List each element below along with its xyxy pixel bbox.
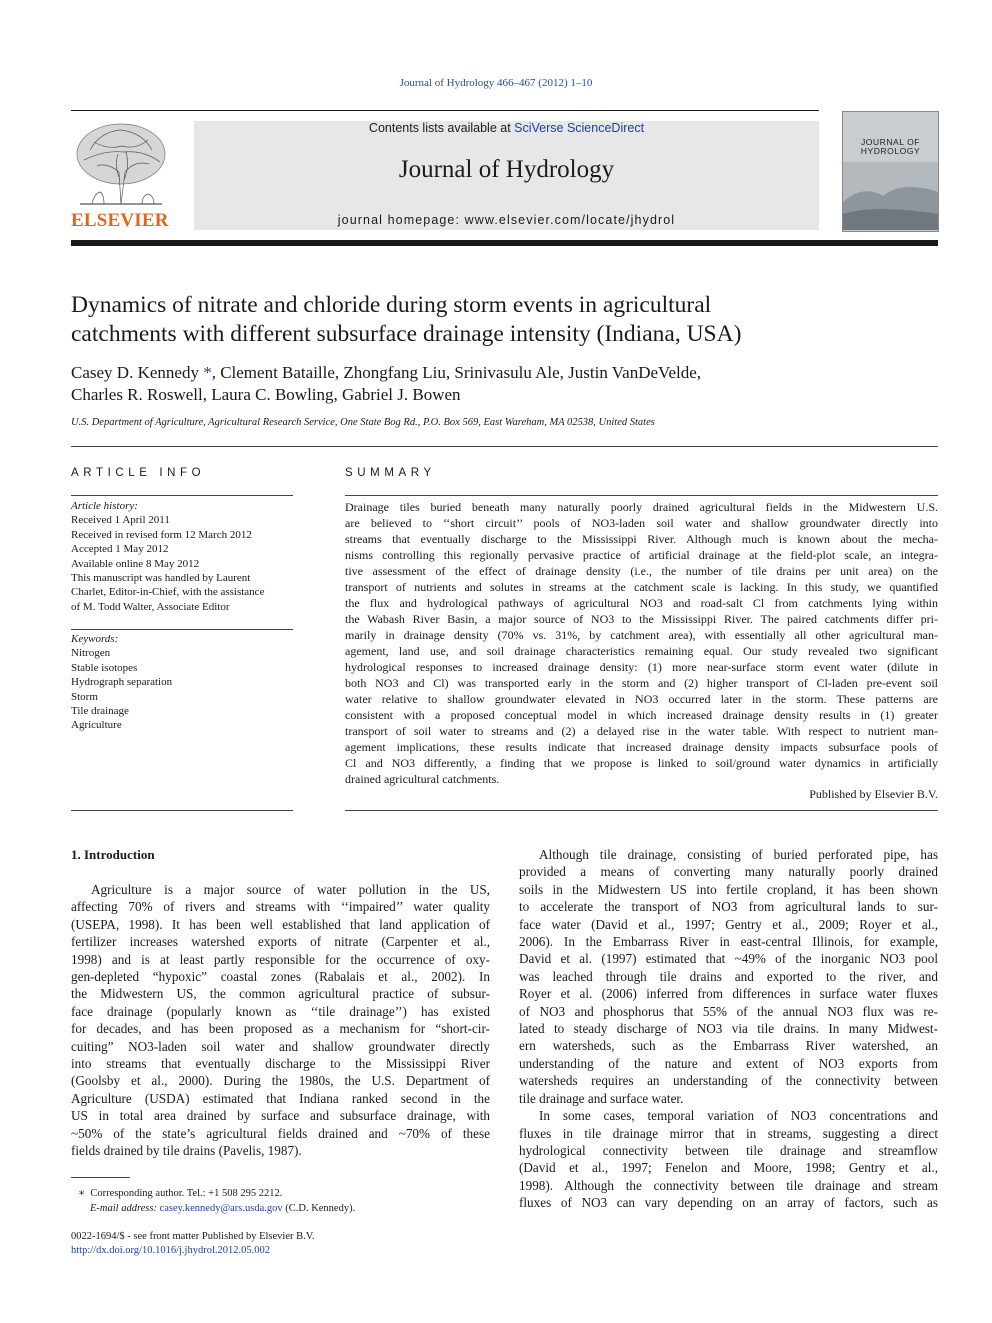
header-thick-rule <box>71 240 938 246</box>
keyword: Storm <box>71 690 98 703</box>
header-top-rule <box>71 110 819 111</box>
intro-right-column: Although tile drainage, consisting of buried perforated pipe, has provided a means of converting many naturally poorly drained soils in the Midwestern US into fertile cropland, it has been shown to accelerate the transport of NO3 from agricultural lands to sur- face water (David et al., 1997; Gentry et al., 2009; Royer et al., 2006). In the Embarrass River in east-central Illinois, for example, David et al. (1997) estimated that ~49% of the inorganic NO3 pool was leached through tile drains and exported to the river, and Royer et al. (2006) inferred from differences in surface water fluxes of NO3 and phosphorus that 55% of the annual NO3 flux was re- lated to steady discharge of NO3 via tile drains. In many Midwest- ern watersheds, such as the Embarrass River watershed, an understanding of the nature and extent of NO3 exports from watersheds requires an understanding of the connectivity between tile drainage and surface water. In some cases, temporal variation of NO3 concentrations and fluxes in tile drainage mirror that in streams, suggesting a direct hydrological connectivity between tile drainage and streamflow (David et al., 1997; Fenelon and Moore, 1998; Gentry et al., 1998). Although the connectivity between tile drainage and stream fluxes of NO3 can vary depending on an array of factors, such as <box>519 847 938 1211</box>
issn-line: 0022-1694/$ - see front matter Published by Elsevier B.V. <box>71 1231 315 1242</box>
summary-rule <box>345 495 938 496</box>
keyword: Tile drainage <box>71 705 129 718</box>
section-heading-introduction: 1. Introduction <box>71 847 155 862</box>
article-info-rule <box>71 495 293 496</box>
summary-heading: SUMMARY <box>345 467 436 479</box>
keyword: Stable isotopes <box>71 661 138 674</box>
summary-bottom-rule <box>345 810 938 811</box>
author-list: Casey D. Kennedy *, Clement Bataille, Zhongfang Liu, Srinivasulu Ale, Justin VanDeVelde, Charles R. Roswell, Laura C. Bowling, Gabriel J. Bowen <box>71 363 702 404</box>
intro-left-column: Agriculture is a major source of water pollution in the US, affecting 70% of rivers and streams with ‘‘impaired’’ water quality (USEPA, 1998). It has been well established that land application of fertilizer increases watershed exports of nitrate (Carpenter et al., 1998) and is at least partly responsible for the occurrence of oxy- gen-depleted “hypoxic” coastal zones (Rabalais et al., 2002). In the Midwestern US, the common agricultural practice of subsur- face drainage (popularly known as ‘‘tile drainage’’) has existed for decades, and has been proposed as a mechanism for “short-cir- cuiting” NO3-laden soil water and shallow groundwater directly into streams that eventually discharge to the Mississippi River (Goolsby et al., 2000). During the 1980s, the U.S. Department of Agriculture (USDA) estimated that Indiana ranked second in the US in total area drained by surface and subsurface drainage, with ~50% of the state’s agricultural fields drained and ~70% of these fields drained by tile drains (Pavelis, 1987). <box>71 882 490 1159</box>
elsevier-tree-logo <box>70 120 172 210</box>
doi-link[interactable]: http://dx.doi.org/10.1016/j.jhydrol.2012.05.002 <box>71 1245 271 1256</box>
cover-title: JOURNAL OF HYDROLOGY <box>860 137 921 156</box>
corresponding-author-mark[interactable]: * <box>203 363 212 382</box>
contents-line: Contents lists available at SciVerse ScienceDirect <box>368 121 645 135</box>
affiliation-rule <box>71 446 938 447</box>
journal-cover-thumbnail[interactable] <box>842 111 939 232</box>
keywords-rule <box>71 629 293 630</box>
keywords-list: Keywords: Nitrogen Stable isotopes Hydrograph separation Storm Tile drainage Agriculture <box>71 632 293 733</box>
journal-homepage: journal homepage: www.elsevier.com/locate/jhydrol <box>337 213 676 227</box>
homepage-url[interactable]: www.elsevier.com/locate/jhydrol <box>464 213 676 227</box>
cover-landscape-image <box>843 162 938 230</box>
article-history: Article history: Received 1 April 2011 Received in revised form 12 March 2012 Accepted 1 May 2012 Available online 8 May 2012 This manuscript was handled by Laurent Charlet, Editor-in-Chief, with the assistance of M. Todd Walter, Associate Editor <box>71 500 265 613</box>
corresponding-footnote: ∗ Corresponding author. Tel.: +1 508 295 2212. E-mail address: casey.kennedy@ars.usda.gov (C.D. Kennedy). <box>78 1188 356 1214</box>
article-info-heading: ARTICLE INFO <box>71 467 206 479</box>
journal-reference[interactable]: Journal of Hydrology 466–467 (2012) 1–10 <box>399 77 593 89</box>
keyword: Hydrograph separation <box>71 676 173 689</box>
article-info-bottom-rule <box>71 810 293 811</box>
elsevier-wordmark: ELSEVIER <box>71 210 169 231</box>
article-title: Dynamics of nitrate and chloride during storm events in agricultural catchments with different subsurface drainage intensity (Indiana, USA) <box>71 292 742 347</box>
keyword: Agriculture <box>71 719 122 732</box>
affiliation: U.S. Department of Agriculture, Agricultural Research Service, One State Bog Rd., P.O. Box 569, East Wareham, MA 02538, United States <box>71 417 655 428</box>
email-link[interactable]: casey.kennedy@ars.usda.gov <box>159 1203 283 1214</box>
journal-name: Journal of Hydrology <box>398 156 615 183</box>
publisher-note: Published by Elsevier B.V. <box>809 787 938 801</box>
summary-text: Drainage tiles buried beneath many naturally poorly drained agricultural fields in the Midwestern U.S. are believed to ‘‘short circuit’’ pools of NO3-laden soil water and shallow groundwater directly into streams that eventually discharge to the Mississippi River. Although much is known about the mecha- nisms controlling this regionally pervasive practice of artificial drainage at the field-plot scale, an integra- tive assessment of the effect of drainage density (i.e., the number of tile drains per unit area) on the transport of nutrients and solutes in streams at the catchment scale is lacking. In this study, we quantified the flux and hydrological pathways of agricultural NO3 and road-salt Cl from catchments lying within the Wabash River Basin, a major source of NO3 to the Mississippi River. The paired catchments differ pri- marily in drainage density (70% vs. 31%, by catchment area), with essentially all other agricultural man- agement, land use, and soil drainage characteristics remaining equal. Our study revealed two significant hydrological responses to increased drainage density: (1) more near-surface storm event water (dilute in both NO3 and Cl) was transported early in the storm and (2) higher transport of Cl-laden pre-event soil water relative to shallow groundwater elevated in NO3 occurred later in the storm. These patterns are consistent with a proposed conceptual model in which increased drainage density results in (1) greater transport of soil water to streams and (2) a delayed rise in the water table. With respect to nutrient man- agement implications, these results indicate that increased drainage density impacts subsurface pools of Cl and NO3 differently, a finding that we propose is linked to soil/ground water dynamics in artificially drained agricultural catchments. <box>345 500 938 786</box>
sciencedirect-link[interactable]: SciVerse ScienceDirect <box>514 121 645 135</box>
keyword: Nitrogen <box>71 647 111 660</box>
footnote-rule <box>71 1177 130 1178</box>
